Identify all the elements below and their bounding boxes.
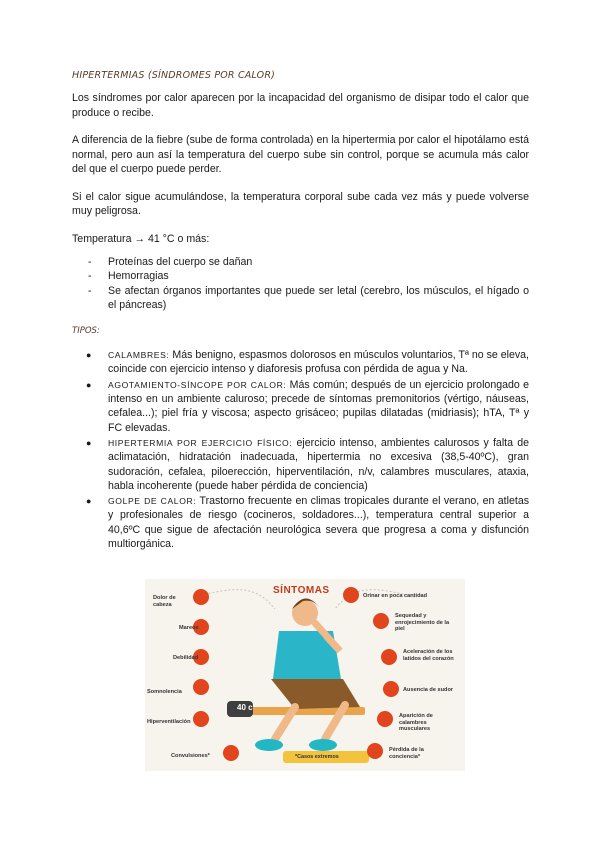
symptom-label: Pérdida de la conciencia* [389, 747, 424, 760]
symptom-icon [377, 711, 393, 727]
person-shoe [255, 739, 283, 751]
extreme-cases-label: *Casos extremos [295, 754, 339, 760]
symptom-icon [383, 681, 399, 697]
tipos-list [72, 348, 529, 551]
symptom-icon [193, 679, 209, 695]
symptom-icon [373, 613, 389, 629]
list-item: ● CALAMBRES: Más benigno, espasmos dolorosos en músculos voluntarios, Tª no se eleva, coincide con ejercicio intenso y diaforesis profusa con pérdida de agua y Na. [86, 349, 529, 376]
tipo-name: CALAMBRES: [108, 350, 170, 361]
symptom-icon [223, 745, 239, 761]
temperature-line: Temperatura → 41 °C o más: [72, 232, 210, 245]
symptom-icon [381, 649, 397, 665]
person-shoe [309, 739, 337, 751]
list-item: - Se afectan órganos importantes que puede ser letal (cerebro, los músculos, el hígado o el páncreas) [88, 284, 529, 311]
tipos-heading: TIPOS: [72, 326, 100, 337]
list-item: - Proteínas del cuerpo se dañan [88, 256, 253, 268]
document-page [72, 70, 529, 552]
symptom-icon [193, 711, 209, 727]
list-item: - Hemorragias [88, 270, 169, 283]
list-item: ● HIPERTERMIA POR EJERCICIO FÍSICO: ejercicio intenso, ambientes calurosos y falta de aclimatación, hidratación inadecuada, hipertermia no excesiva (38,5-40ºC), gran sudoración, cefalea, piloerección, hiperventilación, n/v, calambres musculares, ataxia, habla incoherente (puede haber pérdida de conciencia) [86, 436, 529, 492]
tipo-name: GOLPE DE CALOR: [108, 496, 197, 507]
symptom-label: Orinar en poca cantidad [363, 593, 428, 599]
symptom-label: Mareos [179, 625, 199, 631]
symptom-label: Ausencia de sudor [403, 687, 454, 693]
infographic-title: SÍNTOMAS [273, 585, 330, 596]
infographic-illustration [145, 579, 465, 771]
symptom-label: Somnolencia [147, 689, 182, 695]
symptom-icon [343, 587, 359, 603]
consequences-list [72, 255, 529, 312]
temperature-badge-label: 40 c [237, 703, 253, 712]
tipo-name: AGOTAMIENTO-SÍNCOPE POR CALOR: [108, 379, 287, 390]
list-item: ● GOLPE DE CALOR: Trastorno frecuente en climas tropicales durante el verano, en atletas y profesionales de riesgo (cocineros, soldadores...), temperatura central superior a 40,6ºC que sigue de afectación neurológica severa que progresa a coma y disfunción multiorgánica. [86, 495, 530, 551]
symptom-label: Convulsiones* [171, 753, 210, 759]
section-heading: HIPERTERMIAS (SÍNDROMES POR CALOR) [72, 70, 276, 81]
tipo-name: HIPERTERMIA POR EJERCICIO FÍSICO: [108, 437, 293, 448]
symptom-label: Dolor de cabeza [153, 595, 176, 608]
symptom-label: Aparición de calambres musculares [399, 713, 433, 732]
symptom-label: Debilidad [173, 655, 199, 661]
symptom-label: Aceleración de los latidos del corazón [403, 649, 454, 662]
list-item: ● AGOTAMIENTO-SÍNCOPE POR CALOR: Más común; después de un ejercicio prolongado e intenso en un ambiente caluroso; precede de síntomas premonitorios (vértigo, náuseas, cefalea...); piel fría y viscosa; aspecto grisáceo; pupilas dilatadas (midriasis); hTA, Tª y FC elevadas. [86, 378, 529, 434]
symptom-icon [193, 589, 209, 605]
symptom-label: Sequedad y enrojecimiento de la piel [395, 613, 450, 632]
paragraph-difference: A diferencia de la fiebre (sube de forma controlada) en la hipertermia por calor el hipotálamo está normal, pero aun así la temperatura del cuerpo sube sin control, porque se acumula más calor del que el cuerpo puede perder. [72, 134, 529, 175]
paragraph-accumulation: Si el calor sigue acumulándose, la temperatura corporal sube cada vez más y puede volverse muy peligrosa. [72, 190, 529, 217]
symptom-label: Hiperventilación [147, 719, 191, 725]
paragraph-intro: Los síndromes por calor aparecen por la incapacidad del organismo de disipar todo el calor que produce o recibe. [72, 92, 529, 119]
symptoms-infographic [145, 579, 465, 771]
symptom-icon [367, 743, 383, 759]
